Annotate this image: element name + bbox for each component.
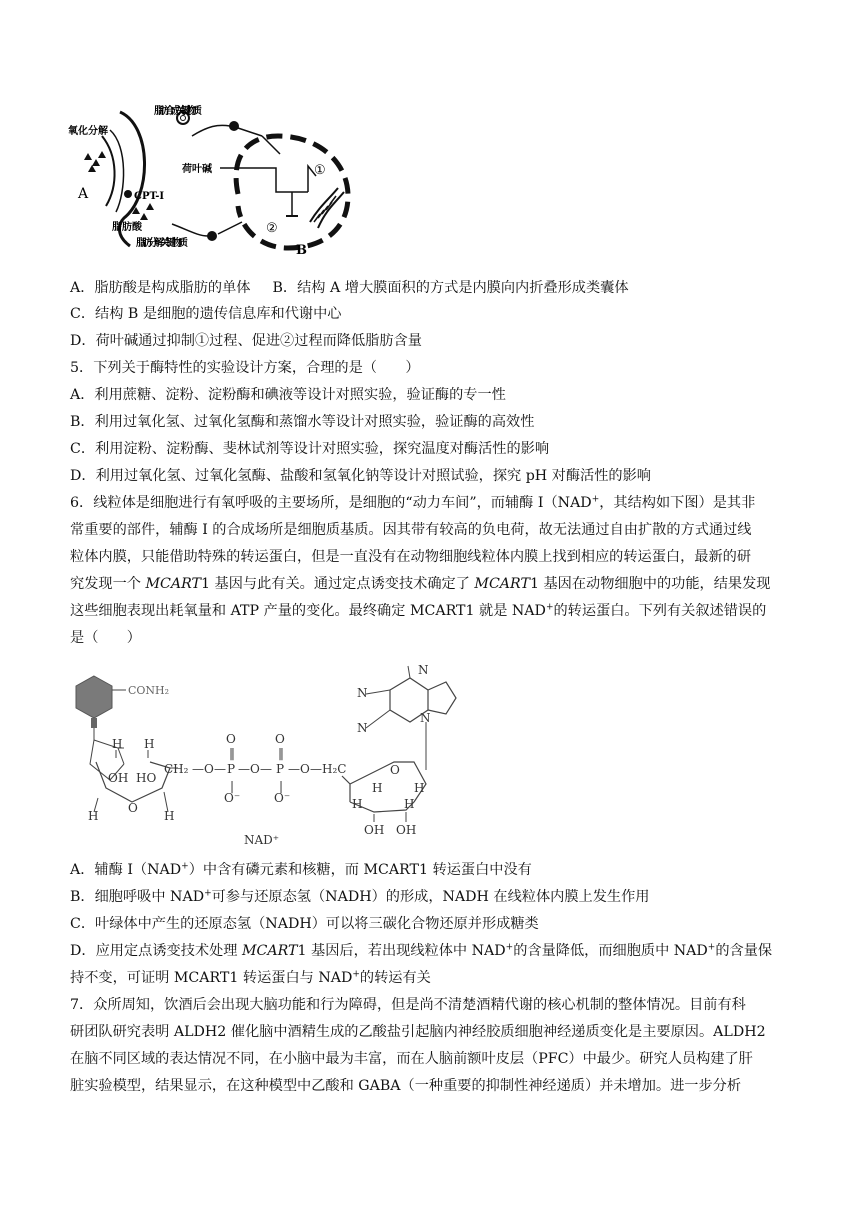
q4-options-row1	[70, 278, 629, 298]
svg-text:H: H	[404, 797, 415, 811]
svg-text:CH₂: CH₂	[164, 762, 189, 776]
q6-stem-line6: 是（ ）	[70, 630, 141, 646]
svg-text:P: P	[276, 762, 285, 776]
label-process-1: ①	[314, 163, 326, 178]
q7-stem-line1: 7．众所周知，饮酒后会出现大脑功能和行为障碍，但是尚不清楚酒精代谢的核心机制的整体情况。目前有科	[70, 997, 746, 1013]
q7-stem-line4: 脏实验模型，结果显示，在这种模型中乙酸和 GABA（一种重要的抑制性神经递质）并未增加。进一步分析	[70, 1078, 742, 1094]
svg-text:‖: ‖	[229, 746, 235, 760]
label-oxidation: 氧化分解	[68, 126, 108, 137]
svg-text:—: —	[238, 762, 250, 776]
svg-text:‖: ‖	[278, 746, 284, 760]
q6-stem-line1: 6．线粒体是细胞进行有氧呼吸的主要场所，是细胞的“动力车间”，而辅酶 I（NAD+，其结构如下图）是其非	[70, 494, 756, 511]
label-structure-a: A	[78, 186, 89, 202]
svg-text:H: H	[144, 737, 155, 751]
cpt-protein-dot	[124, 190, 132, 198]
svg-text:—: —	[214, 762, 226, 776]
svg-text:—: —	[310, 762, 322, 776]
svg-text:O: O	[204, 762, 214, 776]
q6-option-a[interactable]: A．辅酶 I（NAD+）中含有磷元素和核糖，而 MCART1 转运蛋白中没有	[70, 861, 532, 878]
svg-text:O: O	[250, 762, 260, 776]
svg-text:H₂C: H₂C	[322, 762, 347, 776]
svg-text:HO: HO	[136, 771, 157, 785]
svg-text:O: O	[226, 732, 236, 746]
label-process-2: ②	[266, 221, 278, 236]
svg-text:H: H	[352, 797, 363, 811]
svg-text:OH: OH	[396, 823, 417, 837]
svg-text:O⁻: O⁻	[224, 791, 241, 805]
q7-stem-line3: 在脑不同区域的表达情况不同，在小脑中最为丰富，而在人脑前额叶皮层（PFC）中最少。研究人员构建了肝	[70, 1051, 753, 1067]
svg-text:—: —	[192, 762, 204, 776]
q6-option-d-cont: 持不变，可证明 MCART1 转运蛋白与 NAD+的转运有关	[70, 969, 431, 986]
svg-text:CONH₂: CONH₂	[128, 684, 170, 697]
nad-caption: NAD⁺	[244, 833, 280, 847]
svg-text:P: P	[227, 762, 236, 776]
q6-stem-line4: 究发现一个 MCART1 基因与此有关。通过定点诱变技术确定了 MCART1 基因在动物细胞中的功能，结果发现	[70, 576, 771, 592]
svg-text:H: H	[88, 809, 99, 823]
q5-option-d[interactable]: D．利用过氧化氢、过氧化氢酶、盐酸和氢氧化钠等设计对照试验，探究 pH 对酶活性的影响	[70, 468, 651, 484]
label-fatty-acid: 脂肪酸	[112, 222, 142, 233]
q4-option-c[interactable]: C．结构 B 是细胞的遗传信息库和代谢中心	[70, 306, 342, 322]
svg-text:N: N	[357, 721, 368, 735]
svg-text:O: O	[275, 732, 285, 746]
q5-stem: 5．下列关于酶特性的实验设计方案，合理的是（ ）	[70, 360, 420, 376]
q4-option-a[interactable]: A．脂肪酸是构成脂肪的单体	[70, 280, 251, 296]
svg-text:N: N	[418, 663, 429, 677]
q6-option-b[interactable]: B．细胞呼吸中 NAD+可参与还原态氢（NADH）的形成，NADH 在线粒体内膜上发生作用	[70, 888, 650, 905]
q6-stem-line3: 粒体内膜，只能借助特殊的转运蛋白，但是一直没有在动物细胞线粒体内膜上找到相应的转运蛋白，最新的研	[70, 549, 752, 565]
svg-text:—: —	[288, 762, 300, 776]
label-lotus-alkaloid: 荷叶碱	[182, 164, 212, 175]
svg-text:H: H	[372, 781, 383, 795]
q5-option-b[interactable]: B．利用过氧化氢、过氧化氢酶和蒸馏水等设计对照实验，验证酶的高效性	[70, 414, 535, 430]
label-cpt1: CPT-I	[134, 191, 165, 202]
svg-text:|: |	[230, 779, 235, 793]
svg-text:|: |	[279, 779, 284, 793]
svg-text:O: O	[300, 762, 310, 776]
q5-option-c[interactable]: C．利用淀粉、淀粉酶、斐林试剂等设计对照实验，探究温度对酶活性的影响	[70, 441, 550, 457]
q4-option-b[interactable]: B．结构 A 增大膜面积的方式是内膜向内折叠形成类囊体	[272, 280, 629, 296]
q4-option-d[interactable]: D．荷叶碱通过抑制①过程、促进②过程而降低脂肪含量	[70, 333, 422, 349]
svg-text:N: N	[420, 711, 431, 725]
nicotinamide-ring	[76, 676, 112, 718]
label-fat-decomposition: 脂肪分解关键物质	[136, 238, 188, 249]
svg-text:OH: OH	[364, 823, 385, 837]
svg-text:O⁻: O⁻	[274, 791, 291, 805]
svg-text:H: H	[164, 809, 175, 823]
q6-option-c[interactable]: C．叶绿体中产生的还原态氢（NADH）可以将三碳化合物还原并形成糖类	[70, 916, 539, 932]
cell-diagram	[62, 96, 362, 264]
q6-stem-line2: 常重要的部件，辅酶 I 的合成场所是细胞质基质。因其带有较高的负电荷，故无法通过自由扩散的方式通过线	[70, 522, 752, 538]
svg-text:O: O	[390, 763, 400, 777]
svg-text:H: H	[112, 737, 123, 751]
q7-stem-line2: 研团队研究表明 ALDH2 催化脑中酒精生成的乙酸盐引起脑内神经胶质细胞神经递质变化是主要原因。ALDH2	[70, 1024, 766, 1040]
q5-option-a[interactable]: A．利用蔗糖、淀粉、淀粉酶和碘液等设计对照实验，验证酶的专一性	[70, 387, 506, 403]
svg-text:—: —	[260, 762, 272, 776]
nad-structure-diagram	[60, 652, 460, 848]
label-structure-b: B	[296, 243, 307, 258]
label-fat-synthesis: 脂肪合成关键物质	[154, 106, 202, 117]
svg-text:H: H	[414, 781, 425, 795]
svg-text:N: N	[357, 686, 368, 700]
q6-stem-line5: 这些细胞表现出耗氧量和 ATP 产量的变化。最终确定 MCART1 就是 NAD+的转运蛋白。下列有关叙述错误的	[70, 602, 767, 619]
q6-option-d[interactable]: D．应用定点诱变技术处理 MCART1 基因后，若出现线粒体中 NAD+的含量降低，而细胞质中 NAD+的含量保	[70, 942, 773, 959]
svg-text:OH: OH	[108, 771, 129, 785]
svg-text:O: O	[128, 801, 138, 815]
